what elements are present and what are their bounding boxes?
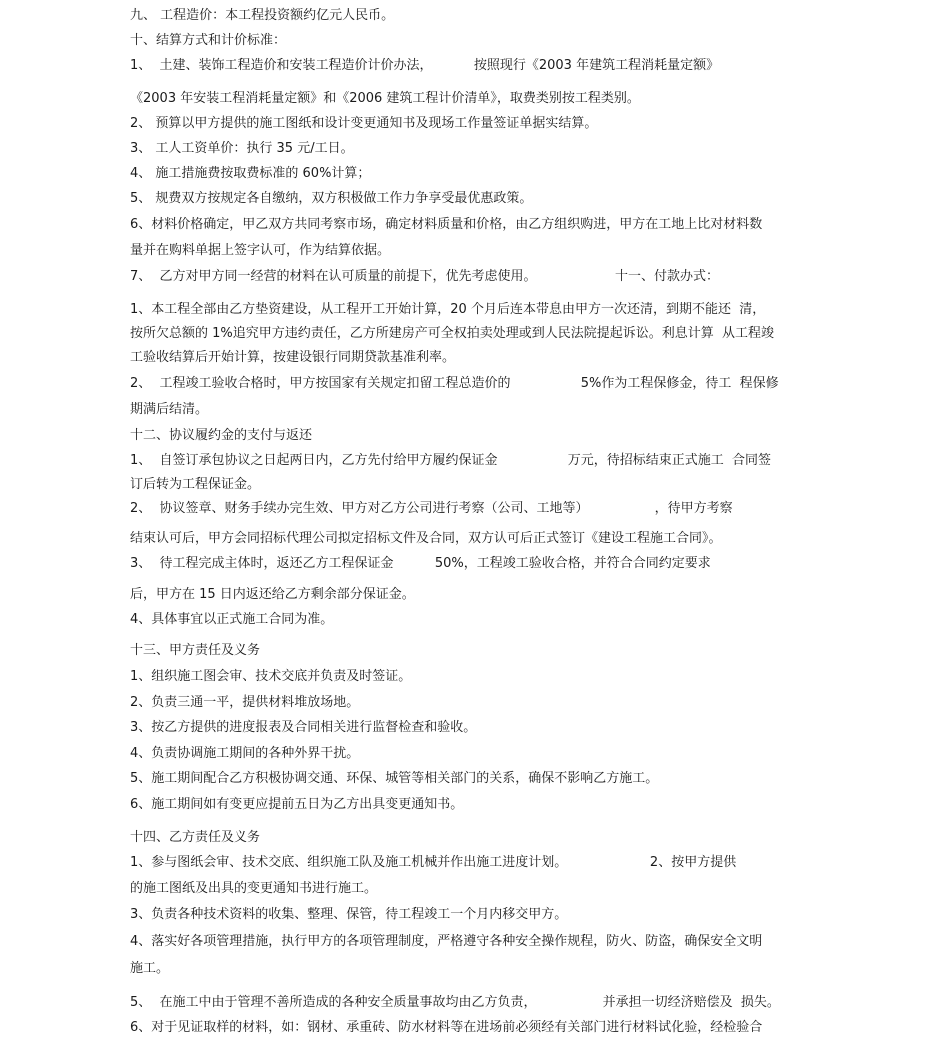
text-line: 《2003 年安装工程消耗量定额》和《2006 建筑工程计价清单》，取费类别按工程类别。: [130, 91, 640, 106]
section-heading: 十二、协议履约金的支付与返还: [130, 428, 313, 443]
text-line: 4、落实好各项管理措施，执行甲方的各项管理制度，严格遵守各种安全操作规程，防火、防盗，确保安全文明: [130, 934, 763, 949]
text-line: 4、负责协调施工期间的各种外界干扰。: [130, 746, 360, 761]
text-line: 6、施工期间如有变更应提前五日为乙方出具变更通知书。: [130, 797, 464, 812]
text-line: 5、施工期间配合乙方积极协调交通、环保、城管等相关部门的关系，确保不影响乙方施工。: [130, 771, 659, 786]
text-line: 结束认可后，甲方会同招标代理公司拟定招标文件及合同，双方认可后正式签订《建设工程施工合同》。: [130, 531, 722, 546]
text-line: 期满后结清。: [130, 402, 209, 417]
text-line: 1、本工程全部由乙方垫资建设，从工程开工开始计算，20 个月后连本带息由甲方一次还清，到期不能还 清，: [130, 302, 766, 317]
text-line: 量并在购料单据上签字认可，作为结算依据。: [130, 243, 391, 258]
text-line: 6、材料价格确定，甲乙双方共同考察市场，确定材料质量和价格，由乙方组织购进，甲方在工地上比对材料数: [130, 217, 763, 232]
text-line: 2、 预算以甲方提供的施工图纸和设计变更通知书及现场工作量签证单据实结算。: [130, 116, 598, 131]
text-line: 2、负责三通一平，提供材料堆放场地。: [130, 695, 360, 710]
text-line: 十、结算方式和计价标准：: [130, 33, 287, 48]
text-line: 后，甲方在 15 日内返还给乙方剩余部分保证金。: [130, 587, 415, 602]
text-line: 3、按乙方提供的进度报表及合同相关进行监督检查和验收。: [130, 720, 477, 735]
text-line: 的施工图纸及出具的变更通知书进行施工。: [130, 881, 378, 896]
text-line: 4、具体事宜以正式施工合同为准。: [130, 612, 334, 627]
text-line: 工验收结算后开始计算，按建设银行同期贷款基准利率。: [130, 350, 456, 365]
text-line: 3、负责各种技术资料的收集、整理、保管，待工程竣工一个月内移交甲方。: [130, 907, 568, 922]
text-line: 2、 协议签章、财务手续办完生效、甲方对乙方公司进行考察（公司、工地等） ，待甲方考察: [130, 501, 733, 516]
text-line: 1、 自签订承包协议之日起两日内，乙方先付给甲方履约保证金 万元，待招标结束正式施工 合同签: [130, 453, 772, 468]
section-heading: 十三、甲方责任及义务: [130, 643, 261, 658]
text-line: 1、组织施工图会审、技术交底并负责及时签证。: [130, 669, 412, 684]
text-line: 7、 乙方对甲方同一经营的材料在认可质量的前提下，优先考虑使用。 十一、付款办式：: [130, 269, 720, 284]
text-line: 3、 待工程完成主体时，返还乙方工程保证金 50%，工程竣工验收合格，并符合合同约定要求: [130, 556, 711, 571]
text-line: 按所欠总额的 1%追究甲方违约责任，乙方所建房产可全权拍卖处理或到人民法院提起诉讼。利息计算 从工程竣: [130, 326, 775, 341]
text-line: 订后转为工程保证金。: [130, 477, 261, 492]
section-heading: 十四、乙方责任及义务: [130, 830, 261, 845]
text-line: 2、 工程竣工验收合格时，甲方按国家有关规定扣留工程总造价的 5%作为工程保修金，待工 程保修: [130, 376, 779, 391]
text-line: 5、 规费双方按规定各自缴纳，双方积极做工作力争享受最优惠政策。: [130, 191, 533, 206]
text-line: 九、 工程造价：本工程投资额约亿元人民币。: [130, 8, 395, 23]
text-line: 6、对于见证取样的材料，如：钢材、承重砖、防水材料等在进场前必须经有关部门进行材料试化验，经检验合: [130, 1020, 763, 1035]
text-line: 3、 工人工资单价：执行 35 元/工日。: [130, 141, 354, 156]
text-line: 1、参与图纸会审、技术交底、组织施工队及施工机械并作出施工进度计划。 2、按甲方提供: [130, 855, 737, 870]
text-line: 4、 施工措施费按取费标准的 60%计算；: [130, 166, 371, 181]
text-line: 施工。: [130, 961, 170, 976]
text-line: 5、 在施工中由于管理不善所造成的各种安全质量事故均由乙方负责， 并承担一切经济赔偿及 损失。: [130, 995, 780, 1010]
text-line: 1、 土建、装饰工程造价和安装工程造价计价办法， 按照现行《2003 年建筑工程消耗量定额》: [130, 58, 720, 73]
